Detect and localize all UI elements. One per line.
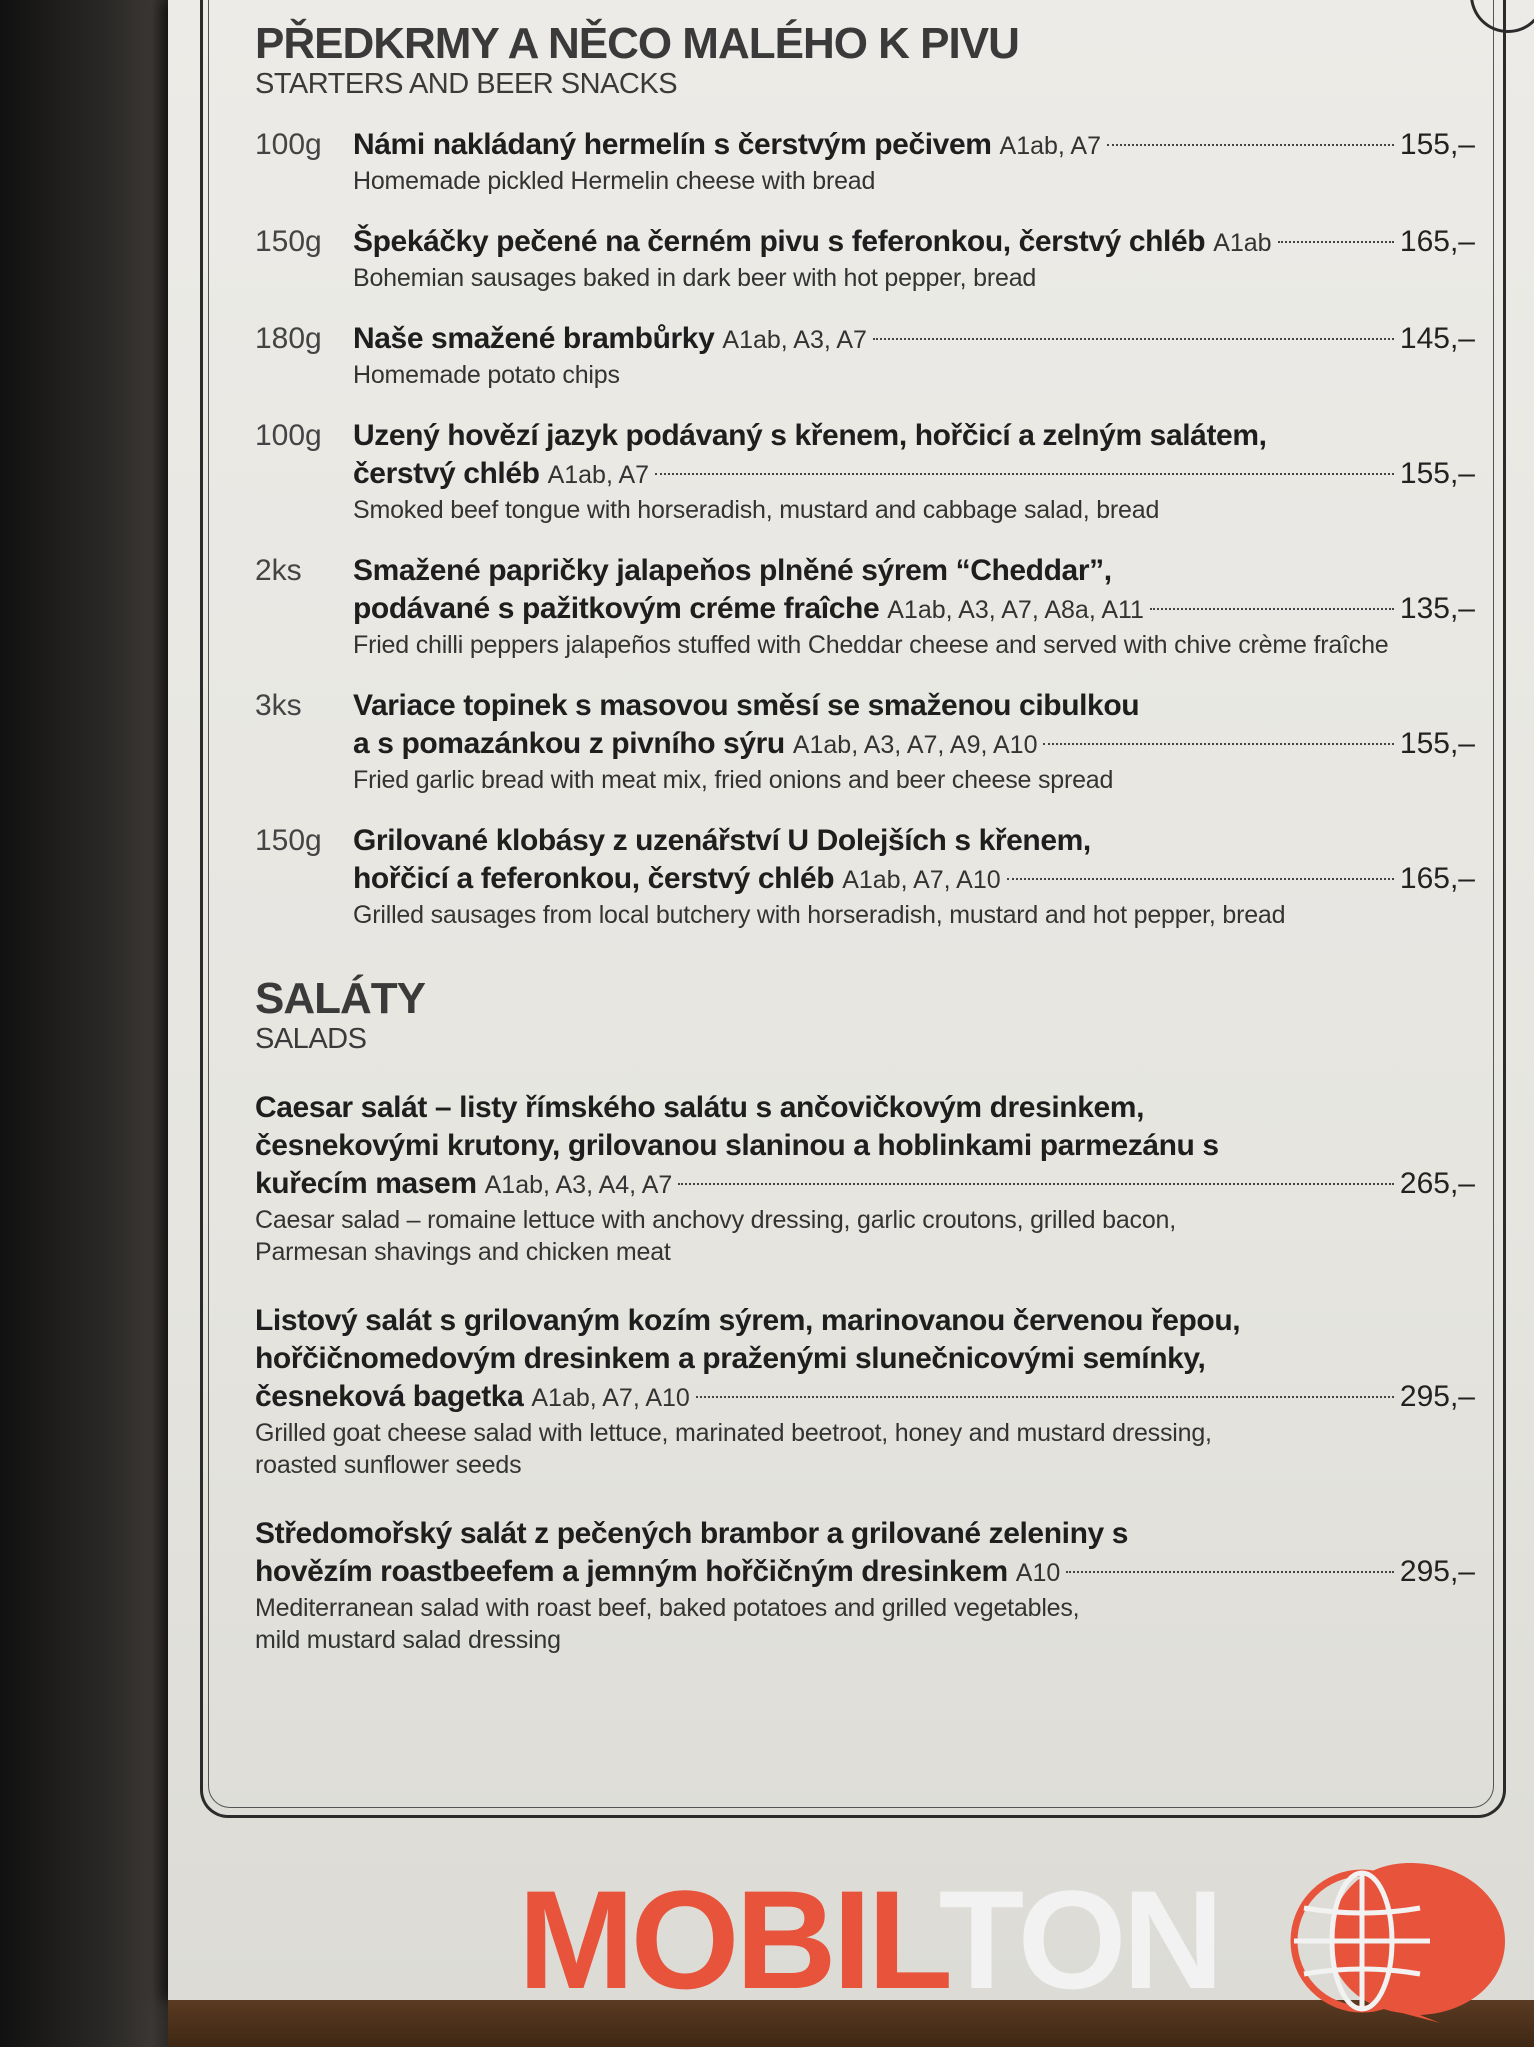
item-name-line: Listový salát s grilovaným kozím sýrem, marinovanou červenou řepou, [255,1304,1241,1337]
item-quantity: 150g [255,824,322,857]
item-quantity: 2ks [255,554,302,587]
menu-item [255,552,1475,661]
item-price: 155,– [1399,128,1475,161]
item-list [255,1089,1475,1656]
item-description: Smoked beef tongue with horseradish, mustard and cabbage salad, bread [353,496,1160,524]
item-description: mild mustard salad dressing [255,1626,561,1654]
item-body [353,822,1475,931]
item-name-line: Grilované klobásy z uzenářství U Dolejších s křenem, [353,824,1091,857]
item-name: Naše smažené brambůrky [353,322,715,355]
item-description: Homemade potato chips [353,361,620,389]
item-name: česneková bagetka [255,1380,524,1413]
item-description: Mediterranean salad with roast beef, baked potatoes and grilled vegetables, [255,1594,1080,1622]
item-description: Parmesan shavings and chicken meat [255,1238,671,1266]
section-salads [255,975,1475,1656]
item-body [353,223,1475,294]
item-allergens: A1ab [1213,229,1272,257]
item-description: roasted sunflower seeds [255,1451,522,1479]
item-quantity: 150g [255,225,322,258]
watermark-part-1: MOBIL [518,1861,939,2018]
menu-item [255,1089,1475,1268]
item-name-price-row [353,223,1475,262]
item-name: Námi nakládaný hermelín s čerstvým pečivem [353,128,992,161]
item-name-line: Variace topinek s masovou směsí se smaženou cibulkou [353,689,1140,722]
mobilton-watermark [518,1861,1518,2018]
item-description: Grilled goat cheese salad with lettuce, marinated beetroot, honey and mustard dressing, [255,1419,1212,1447]
item-body [255,1302,1475,1481]
item-name: hořčicí a feferonkou, čerstvý chléb [353,862,835,895]
item-name-line: hořčičnomedovým dresinkem a praženými slunečnicovými semínky, [255,1342,1206,1375]
item-name-price-row [255,1165,1475,1204]
dot-leader [1278,241,1394,243]
dot-leader [655,473,1394,475]
item-description: Fried garlic bread with meat mix, fried onions and beer cheese spread [353,766,1114,794]
dot-leader [696,1396,1394,1398]
item-price: 165,– [1399,862,1475,895]
item-description: Bohemian sausages baked in dark beer with hot pepper, bread [353,264,1037,292]
item-price: 155,– [1399,727,1475,760]
item-allergens: A1ab, A7 [999,132,1102,160]
dot-leader [1150,608,1394,610]
item-quantity: 100g [255,128,322,161]
item-name-line: Uzený hovězí jazyk podávaný s křenem, hořčicí a zelným salátem, [353,419,1267,452]
menu-item [255,822,1475,931]
item-list [255,126,1475,931]
item-name: kuřecím masem [255,1167,477,1200]
item-name-line: Smažené papričky jalapeňos plněné sýrem “Cheddar”, [353,554,1112,587]
item-name-price-row [255,1378,1475,1417]
item-name-price-row [353,725,1475,764]
item-name-line: česnekovými krutony, grilovanou slaninou a hoblinkami parmezánu s [255,1129,1219,1162]
item-quantity: 180g [255,322,322,355]
dot-leader [678,1183,1394,1185]
item-body [353,552,1475,661]
item-allergens: A1ab, A7, A10 [531,1384,690,1412]
item-allergens: A1ab, A7, A10 [842,866,1001,894]
item-allergens: A1ab, A7 [547,461,650,489]
item-description: Homemade pickled Hermelin cheese with bread [353,167,876,195]
menu-binder-cover [0,0,190,2047]
item-name-price-row [353,320,1475,359]
menu-item [255,1515,1475,1656]
menu-item [255,1302,1475,1481]
item-body [353,126,1475,197]
menu-content [255,20,1475,1656]
item-allergens: A10 [1015,1559,1061,1587]
item-description: Grilled sausages from local butchery with horseradish, mustard and hot pepper, bread [353,901,1286,929]
item-name-price-row [255,1553,1475,1592]
item-description: Caesar salad – romaine lettuce with anchovy dressing, garlic croutons, grilled bacon, [255,1206,1176,1234]
item-name-price-row [353,455,1475,494]
menu-item [255,126,1475,197]
item-name: čerstvý chléb [353,457,540,490]
item-price: 265,– [1399,1167,1475,1200]
item-name: hovězím roastbeefem a jemným hořčičným dresinkem [255,1555,1008,1588]
item-price: 155,– [1399,457,1475,490]
watermark-part-2: TON [938,1861,1220,2018]
item-allergens: A1ab, A3, A7, A9, A10 [792,731,1038,759]
item-body [353,417,1475,526]
item-allergens: A1ab, A3, A4, A7 [484,1171,673,1199]
item-quantity: 100g [255,419,322,452]
dot-leader [1007,878,1394,880]
item-name-price-row [353,590,1475,629]
section-title: PŘEDKRMY A NĚCO MALÉHO K PIVU [255,19,1019,68]
section-subtitle: SALADS [255,1023,367,1055]
item-price: 145,– [1399,322,1475,355]
menu-item [255,223,1475,294]
section-subtitle: STARTERS AND BEER SNACKS [255,68,678,100]
menu-item [255,687,1475,796]
menu-item [255,320,1475,391]
dot-leader [1107,144,1394,146]
item-quantity: 3ks [255,689,302,722]
dot-leader [1066,1571,1394,1573]
section-starters [255,20,1475,931]
item-price: 295,– [1399,1555,1475,1588]
globe-speech-bubble-icon [1290,1853,1520,2023]
watermark-logo-text [518,1861,1220,2018]
item-allergens: A1ab, A3, A7, A8a, A11 [887,596,1144,624]
dot-leader [1043,743,1393,745]
item-body [255,1515,1475,1656]
menu-item [255,417,1475,526]
item-name-price-row [353,126,1475,165]
item-name: podávané s pažitkovým créme fraîche [353,592,880,625]
item-name-line: Středomořský salát z pečených brambor a grilované zeleniny s [255,1517,1128,1550]
item-body [353,687,1475,796]
item-price: 295,– [1399,1380,1475,1413]
item-name-price-row [353,860,1475,899]
dot-leader [873,338,1394,340]
item-name: a s pomazánkou z pivního sýru [353,727,785,760]
item-price: 135,– [1399,592,1475,625]
item-name: Špekáčky pečené na černém pivu s feferonkou, čerstvý chléb [353,225,1206,258]
item-description: Fried chilli peppers jalapeños stuffed with Cheddar cheese and served with chive crème fraîche [353,631,1389,659]
item-price: 165,– [1399,225,1475,258]
item-body [255,1089,1475,1268]
section-title: SALÁTY [255,974,425,1023]
item-name-line: Caesar salát – listy římského salátu s ančovičkovým dresinkem, [255,1091,1145,1124]
item-body [353,320,1475,391]
item-allergens: A1ab, A3, A7 [722,326,867,354]
